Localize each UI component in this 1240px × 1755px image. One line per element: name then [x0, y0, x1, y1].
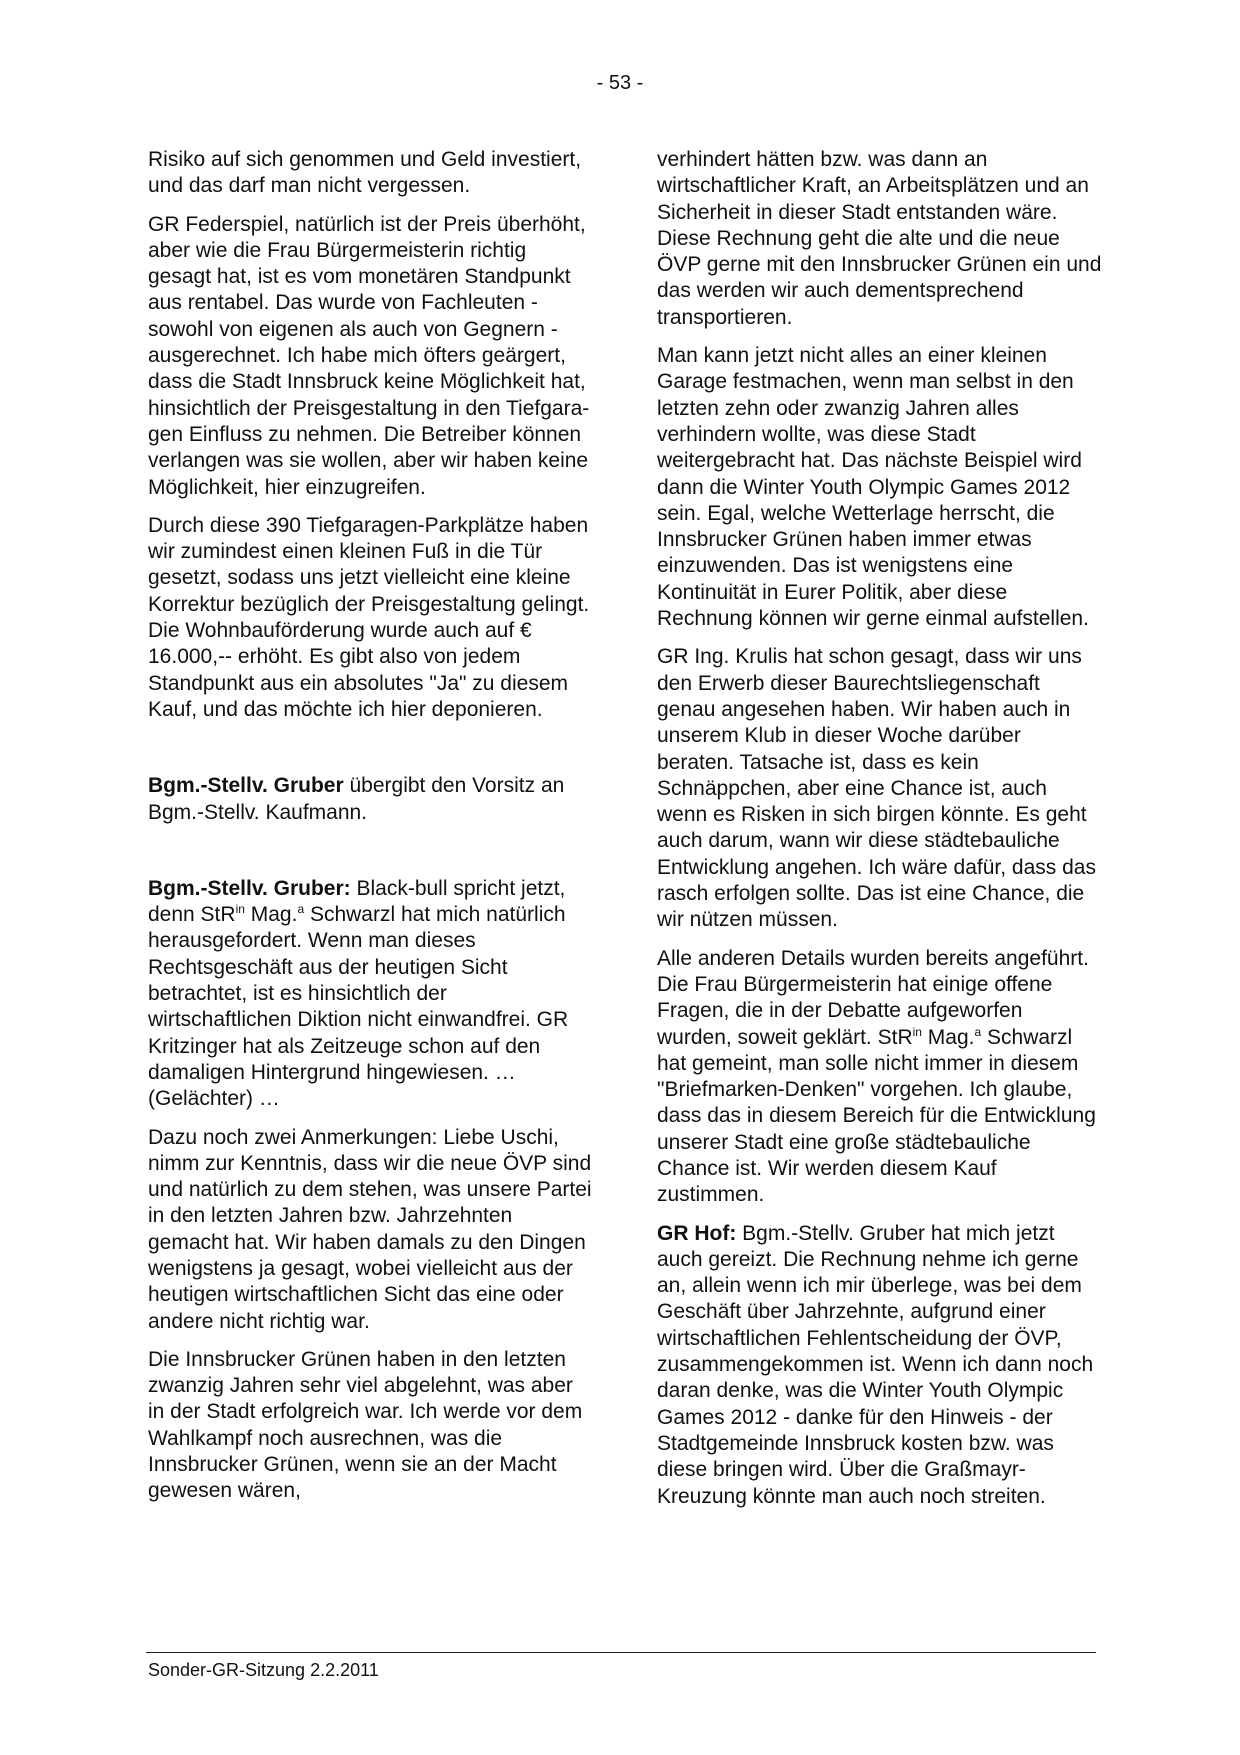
right-column: [657, 147, 1102, 1522]
paragraph: Dazu noch zwei Anmerkungen: Liebe Uschi, nimm zur Kenntnis, dass wir die neue ÖVP sind und natürlich zu dem stehen, was unsere Partei in den letzten Jahren bzw. Jahrzehnten gemacht hat. Wir haben damals zu den Dingen wenigstens ja gesagt, wobei vielleicht aus der heutigen wirtschaftlichen Sicht das eine oder andere nicht richtig war.: [148, 1125, 592, 1333]
paragraph-speech: [148, 876, 593, 1113]
paragraph: Risiko auf sich genommen und Geld investiert, und das darf man nicht vergessen.: [148, 148, 582, 198]
footer-divider: [146, 1652, 1096, 1653]
paragraph-speech: [657, 1221, 1102, 1510]
paragraph-text: Schwarzl hat mich natürlich herausgefordert. Wenn man dieses Rechtsgeschäft aus der heutigen Sicht betrachtet, ist es hinsichtlich der wirtschaftlichen Diktion nicht einwandfrei. GR Kritzinger hat als Zeitzeuge schon auf den damaligen Hintergrund hingewiesen. … (Gelächter) …: [148, 903, 569, 1111]
paragraph: GR Ing. Krulis hat schon gesagt, dass wir uns den Erwerb dieser Baurechtsliegenschaft genau angesehen haben. Wir haben auch in unserem Klub in dieser Woche darüber beraten. Tatsache ist, dass es kein Schnäppchen, aber eine Chance ist, auch wenn es Risken in sich birgen könnte. Es geht auch darum, wann wir diese städtebauliche Entwicklung angehen. Ich wäre dafür, dass das rasch erfolgen sollte. Das ist eine Chance, die wir nützen müssen.: [657, 645, 1096, 932]
paragraph: verhindert hätten bzw. was dann an wirtschaftlicher Kraft, an Arbeitsplätzen und an Sicherheit in dieser Stadt entstanden wäre. Diese Rechnung geht die alte und die neue ÖVP gerne mit den Innsbrucker Grünen ein und das werden wir auch dementsprechend transportieren.: [657, 148, 1102, 329]
left-column: [148, 147, 593, 1517]
superscript: in: [912, 1024, 922, 1039]
paragraph: [657, 946, 1102, 1209]
paragraph-text: Alle anderen Details wurden bereits angeführt. Die Frau Bürgermeisterin hat einige offene Fragen, die in der Debatte aufgeworfen wurden, soweit geklärt. StR: [657, 946, 1089, 1049]
footer-session-label: Sonder-GR-Sitzung 2.2.2011: [148, 1660, 379, 1680]
superscript: in: [235, 902, 245, 917]
paragraph: Die Innsbrucker Grünen haben in den letzten zwanzig Jahren sehr viel abgelehnt, was aber in der Stadt erfolgreich war. Ich werde vor dem Wahlkampf noch ausrechnen, was die Innsbrucker Grünen, wenn sie an der Macht gewesen wären,: [148, 1347, 583, 1503]
speaker-name: Bgm.-Stellv. Gruber: [148, 774, 344, 798]
paragraph-chair-handover: [148, 773, 593, 826]
paragraph-text: Schwarzl hat gemeint, man solle nicht immer in diesem "Briefmarken-Denken" vorgehen. Ich glaube, dass das in diesem Bereich für die Entwicklung unserer Stadt eine große städtebauliche Chance ist. Wir werden diesem Kauf zustimmen.: [657, 1025, 1096, 1207]
paragraph-text: Bgm.-Stellv. Gruber hat mich jetzt auch gereizt. Die Rechnung nehme ich gerne an, allein wenn ich mir überlege, was bei dem Geschäft über Jahrzehnte, aufgrund einer wirtschaftlichen Fehlentscheidung der ÖVP, zusammengekommen ist. Wenn ich dann noch daran denke, was die Winter Youth Olympic Games 2012 - danke für den Hinweis - der Stadtgemeinde Innsbruck kosten bzw. was diese bringen wird. Über die Graßmayr-Kreuzung könnte man auch noch streiten.: [657, 1221, 1094, 1508]
paragraph: Man kann jetzt nicht alles an einer kleinen Garage festmachen, wenn man selbst in den letzten zehn oder zwanzig Jahren alles verhindern wollte, was diese Stadt weitergebracht hat. Das nächste Beispiel wird dann die Winter Youth Olympic Games 2012 sein. Egal, welche Wetterlage herrscht, die Innsbrucker Grünen haben immer etwas einzuwenden. Das ist wenigstens eine Kontinuität in Eurer Politik, aber diese Rechnung können wir gerne einmal aufstellen.: [657, 344, 1089, 631]
page-number: - 53 -: [596, 72, 644, 94]
paragraph: Durch diese 390 Tiefgaragen-Parkplätze haben wir zumindest einen kleinen Fuß in die Tür gesetzt, sodass uns jetzt vielleicht eine kleine Korrektur bezüglich der Preisgestaltung gelingt. Die Wohnbauförderung wurde auch auf € 16.000,-- erhöht. Es gibt also von jedem Standpunkt aus ein absolutes "Ja" zu diesem Kauf, und das möchte ich hier deponieren.: [148, 513, 590, 721]
speaker-name: GR Hof:: [657, 1221, 737, 1245]
superscript: a: [974, 1024, 982, 1039]
superscript: a: [297, 902, 305, 917]
paragraph: GR Federspiel, natürlich ist der Preis überhöht, aber wie die Frau Bürgermeisterin richtig gesagt hat, ist es vom monetären Standpunkt aus rentabel. Das wurde von Fachleuten - sowohl von eigenen als auch von Gegnern - ausgerechnet. Ich habe mich öfters geärgert, dass die Stadt Innsbruck keine Möglichkeit hat, hinsichtlich der Preisgestaltung in den Tiefgaragen Einfluss zu nehmen. Die Betreiber können verlangen was sie wollen, aber wir haben keine Möglichkeit, hier einzugreifen.: [148, 212, 590, 499]
paragraph-text: Mag.: [244, 903, 298, 927]
paragraph-text: Mag.: [921, 1025, 975, 1049]
paragraph-text: übergibt den Vorsitz an Bgm.-Stellv. Kaufmann.: [148, 774, 565, 824]
speaker-name: Bgm.-Stellv. Gruber:: [148, 876, 351, 900]
paragraph-text: Black-bull spricht jetzt, denn StR: [148, 876, 566, 927]
